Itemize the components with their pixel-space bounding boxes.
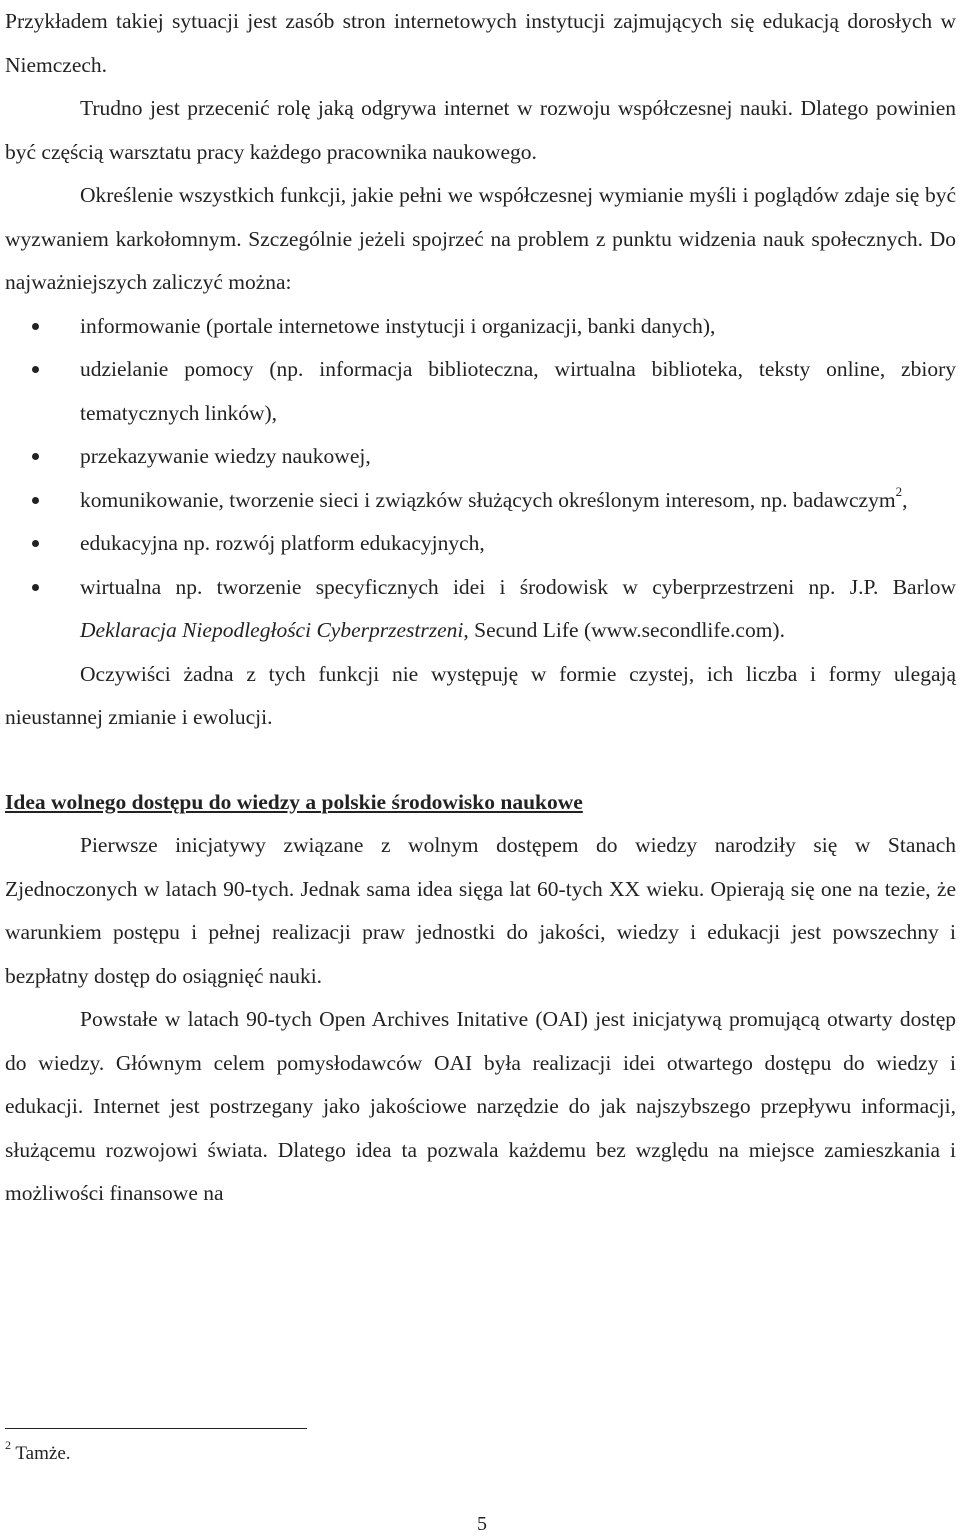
page-number: 5 [477, 1513, 487, 1535]
list-item [5, 479, 956, 523]
bullet-icon [32, 453, 39, 460]
section-paragraph-1: Pierwsze inicjatywy związane z wolnym dostępem do wiedzy narodziły się w Stanach Zjednoczonych w latach 90-tych. Jednak sama idea sięga lat 60-tych XX wieku. Opierają się one na tezie, że warunkiem postępu i pełnej realizacji praw jednostki do jakości, wiedzy i edukacji jest powszechny i bezpłatny dostęp do osiągnięć nauki. [5, 833, 956, 988]
list-item-text: komunikowanie, tworzenie sieci i związków służących określonym interesom, np. badawczym [80, 487, 896, 512]
paragraph-3: Określenie wszystkich funkcji, jakie pełni we współczesnej wymianie myśli i poglądów zdaje się być wyzwaniem karkołomnym. Szczególnie jeżeli spojrzeć na problem z punktu widzenia nauk społecznych. Do najważniejszych zaliczyć można: [5, 183, 956, 294]
list-item-text: wirtualna np. tworzenie specyficznych idei i środowisk w cyberprzestrzeni np. J.P. Barlow [80, 574, 956, 599]
bullet-icon [32, 584, 39, 591]
list-item-text: informowanie (portale internetowe instytucji i organizacji, banki danych), [80, 313, 716, 338]
functions-list [5, 305, 956, 653]
footnote-text: Tamże. [11, 1443, 71, 1464]
list-item-text-end: , Secund Life (www.secondlife.com). [463, 618, 785, 642]
footnote-number: 2 [5, 1437, 11, 1452]
list-item-text: udzielanie pomocy (np. informacja biblioteczna, wirtualna biblioteka, teksty online, zbiory tematycznych linków), [80, 357, 956, 425]
list-item [5, 566, 956, 653]
paragraph-1: Przykładem takiej sytuacji jest zasób stron internetowych instytucji zajmujących się edukacją dorosłych w Niemczech. [5, 9, 956, 77]
bullet-icon [32, 497, 39, 504]
list-item [5, 522, 956, 566]
body-text [5, 0, 956, 1216]
bullet-icon [32, 366, 39, 373]
closing-paragraph: Oczywiści żadna z tych funkcji nie występuję w formie czystej, ich liczba i formy ulegają nieustannej zmianie i ewolucji. [5, 661, 956, 729]
footnote-reference: 2 [895, 484, 903, 500]
bullet-icon [32, 540, 39, 547]
list-item-text: edukacyjna np. rozwój platform edukacyjnych, [80, 531, 485, 555]
paragraph-2: Trudno jest przecenić rolę jaką odgrywa internet w rozwoju współczesnej nauki. Dlatego powinien być częścią warsztatu pracy każdego pracownika naukowego. [5, 96, 956, 164]
list-item [5, 348, 956, 435]
list-item [5, 435, 956, 479]
italic-title: Deklaracja Niepodległości Cyberprzestrzeni [80, 618, 464, 642]
list-item-text: przekazywanie wiedzy naukowej, [80, 444, 371, 468]
footnote-divider [5, 1428, 307, 1429]
footnote [5, 1437, 71, 1468]
list-item-punctuation: , [902, 487, 908, 512]
section-paragraph-2: Powstałe w latach 90-tych Open Archives Initative (OAI) jest inicjatywą promującą otwarty dostęp do wiedzy. Głównym celem pomysłodawców OAI była realizacji idei otwartego dostępu do wiedzy i edukacji. Internet jest postrzegany jako jakościowe narzędzie do jak najszybszego przepływu informacji, służącemu rozwojowi świata. Dlatego idea ta pozwala każdemu bez względu na miejsce zamieszkania i możliwości finansowe na [5, 1007, 956, 1205]
list-item [5, 305, 956, 349]
bullet-icon [32, 323, 39, 330]
section-heading: Idea wolnego dostępu do wiedzy a polskie środowisko naukowe [5, 789, 583, 814]
